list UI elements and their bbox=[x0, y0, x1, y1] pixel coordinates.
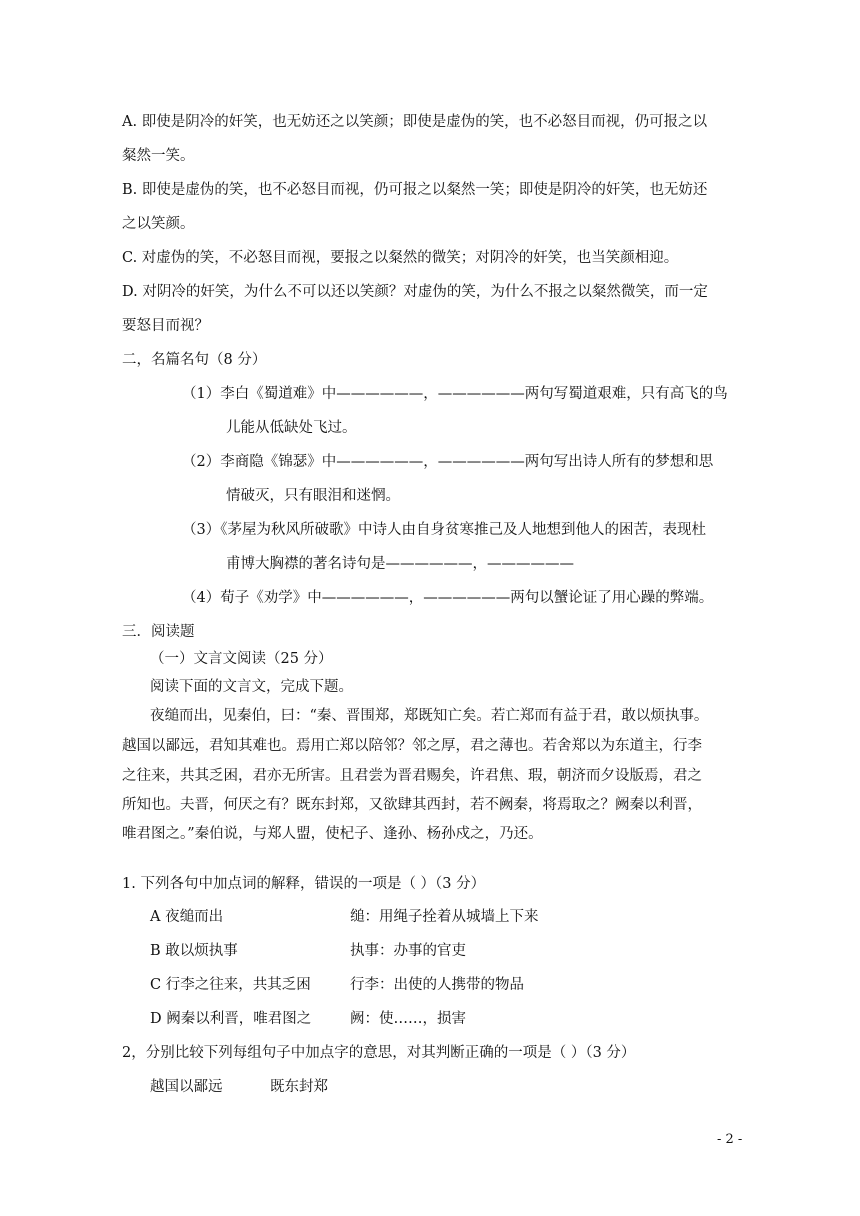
q1-choice-d-explanation: 阙：使……，损害 bbox=[350, 1011, 466, 1027]
section3-subheading: （一）文言文阅读（25 分） bbox=[150, 651, 333, 667]
q1-choice-b-text: B 敢以烦执事 bbox=[150, 943, 238, 959]
option-d-line1: D. 对阴冷的奸笑，为什么不可以还以笑颜？对虚伪的笑，为什么不报之以粲然微笑，而一定 bbox=[122, 284, 708, 300]
option-a-line1: A. 即使是阴冷的奸笑，也无妨还之以笑颜；即使是虚伪的笑，也不必怒目而视，仍可报之以 bbox=[122, 114, 708, 130]
q1-choice-b-explanation: 执事：办事的官吏 bbox=[350, 943, 466, 959]
passage-line: 之往来，共其乏困，君亦无所害。且君尝为晋君赐矣，许君焦、瑕，朝济而夕设版焉，君之 bbox=[122, 768, 702, 784]
section2-item3-line2: 甫博大胸襟的著名诗句是——————，—————— bbox=[226, 556, 574, 572]
section2-item3-line1: （3）《茅屋为秋风所破歌》中诗人由自身贫寒推己及人地想到他人的困苦，表现杜 bbox=[182, 522, 706, 538]
option-b-line2: 之以笑颜。 bbox=[122, 216, 195, 232]
q1-choice-c-explanation: 行李：出使的人携带的物品 bbox=[350, 977, 524, 993]
passage-line: 越国以鄙远，君知其难也。焉用亡郑以陪邻？邻之厚，君之薄也。若舍郑以为东道主，行李 bbox=[122, 738, 702, 754]
q1-choice-d-text: D 阙秦以利晋，唯君图之 bbox=[150, 1011, 312, 1027]
passage-line: 夜缒而出，见秦伯，曰：“秦、晋围郑，郑既知亡矣。若亡郑而有益于君，敢以烦执事。 bbox=[150, 708, 709, 724]
section2-heading: 二，名篇名句（8 分） bbox=[122, 352, 267, 368]
passage-line: 所知也。夫晋，何厌之有？既东封郑，又欲肆其西封，若不阙秦，将焉取之？阙秦以利晋， bbox=[122, 797, 702, 813]
q1-choice-c-text: C 行李之往来，共其乏困 bbox=[150, 977, 311, 993]
q2-pair-right: 既东封郑 bbox=[270, 1079, 328, 1095]
section3-instruction: 阅读下面的文言文，完成下题。 bbox=[150, 679, 353, 695]
section2-item2-line1: （2）李商隐《锦瑟》中——————，——————两句写出诗人所有的梦想和思 bbox=[182, 454, 714, 470]
section2-item2-line2: 情破灭，只有眼泪和迷惘。 bbox=[226, 488, 400, 504]
section2-item4-line1: （4）荀子《劝学》中——————，——————两句以蟹论证了用心躁的弊端。 bbox=[182, 590, 714, 606]
section2-item1-line2: 儿能从低缺处飞过。 bbox=[226, 420, 357, 436]
option-a-line2: 粲然一笑。 bbox=[122, 148, 195, 164]
question2-stem: 2，分别比较下列每组句子中加点字的意思，对其判断正确的一项是（ ）（3 分） bbox=[122, 1045, 636, 1061]
option-b-line1: B. 即使是虚伪的笑，也不必怒目而视，仍可报之以粲然一笑；即使是阴冷的奸笑，也无妨还 bbox=[122, 182, 708, 198]
page-number: - 2 - bbox=[717, 1132, 743, 1147]
q1-choice-a-explanation: 缒：用绳子拴着从城墙上下来 bbox=[350, 909, 539, 925]
option-d-line2: 要怒目而视？ bbox=[122, 318, 209, 334]
q1-choice-a-text: A 夜缒而出 bbox=[150, 909, 224, 925]
section3-heading: 三．阅读题 bbox=[122, 624, 195, 640]
section2-item1-line1: （1）李白《蜀道难》中——————，——————两句写蜀道艰难，只有高飞的鸟 bbox=[182, 386, 728, 402]
option-c-line1: C. 对虚伪的笑，不必怒目而视，要报之以粲然的微笑；对阴冷的奸笑，也当笑颜相迎。 bbox=[122, 250, 679, 266]
question1-stem: 1. 下列各句中加点词的解释，错误的一项是（ ）（3 分） bbox=[122, 876, 486, 892]
passage-line: 唯君图之。”秦伯说，与郑人盟，使杞子、逢孙、杨孙戍之，乃还。 bbox=[122, 826, 543, 842]
q2-pair-left: 越国以鄙远 bbox=[150, 1079, 223, 1095]
